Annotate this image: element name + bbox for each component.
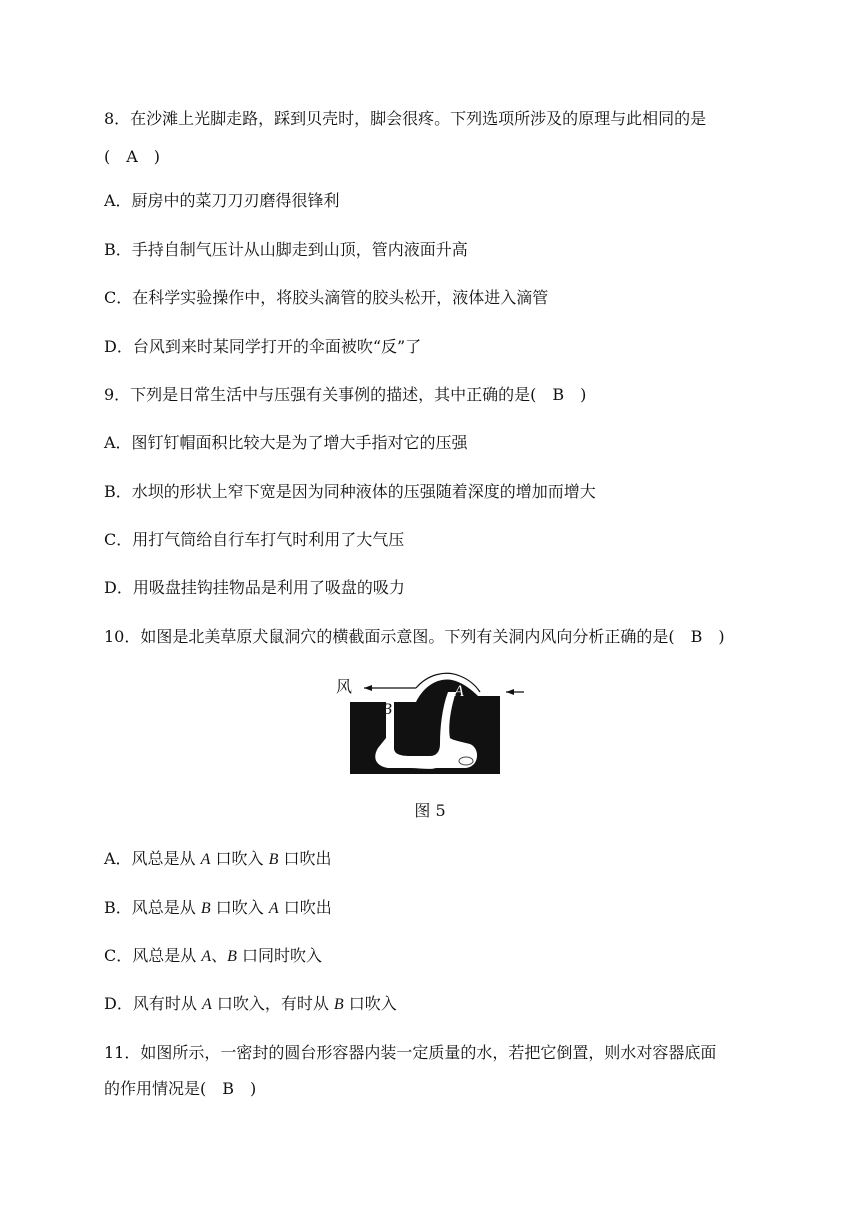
question-10-stem: 10．如图是北美草原犬鼠洞穴的横截面示意图。下列有关洞内风向分析正确的是( B ) xyxy=(104,627,725,646)
question-9-option-a: A．图钉钉帽面积比较大是为了增大手指对它的压强 xyxy=(104,433,468,452)
label-a: A xyxy=(454,683,464,700)
question-8-option-c: C．在科学实验操作中，将胶头滴管的胶头松开，液体进入滴管 xyxy=(104,288,549,307)
question-10-option-b: B．风总是从 B 口吹入 A 口吹出 xyxy=(104,898,332,917)
question-9-option-d: D．用吸盘挂钩挂物品是利用了吸盘的吸力 xyxy=(104,578,405,597)
label-b: B xyxy=(382,701,392,718)
question-10-option-d: D．风有时从 A 口吹入，有时从 B 口吹入 xyxy=(104,994,397,1013)
question-9-option-c: C．用打气筒给自行车打气时利用了大气压 xyxy=(104,530,405,549)
question-8-option-a: A．厨房中的菜刀刀刃磨得很锋利 xyxy=(104,191,340,210)
question-11-stem-continued: 的作用情况是( B ) xyxy=(104,1079,257,1098)
question-8-option-d: D．台风到来时某同学打开的伞面被吹“反”了 xyxy=(104,337,422,356)
wind-label: 风 xyxy=(336,677,353,696)
burrow-cross-section-figure xyxy=(330,668,530,778)
wind-arrow-left-head xyxy=(364,685,372,691)
question-8-answer: ( A ) xyxy=(104,147,161,166)
question-9-stem: 9．下列是日常生活中与压强有关事例的描述，其中正确的是( B ) xyxy=(104,385,587,404)
question-8-stem: 8．在沙滩上光脚走路，踩到贝壳时，脚会很疼。下列选项所涉及的原理与此相同的是 xyxy=(104,109,707,128)
figure-caption: 图 5 xyxy=(414,801,446,820)
question-9-option-b: B．水坝的形状上窄下宽是因为同种液体的压强随着深度的增加而增大 xyxy=(104,482,596,501)
wind-arrow-right-head xyxy=(506,689,514,695)
question-10-option-a: A．风总是从 A 口吹入 B 口吹出 xyxy=(104,849,332,868)
question-11-stem: 11．如图所示，一密封的圆台形容器内装一定质量的水，若把它倒置，则水对容器底面 xyxy=(104,1043,717,1062)
question-8-option-b: B．手持自制气压计从山脚走到山顶，管内液面升高 xyxy=(104,240,468,259)
question-10-option-c: C．风总是从 A、B 口同时吹入 xyxy=(104,946,323,965)
